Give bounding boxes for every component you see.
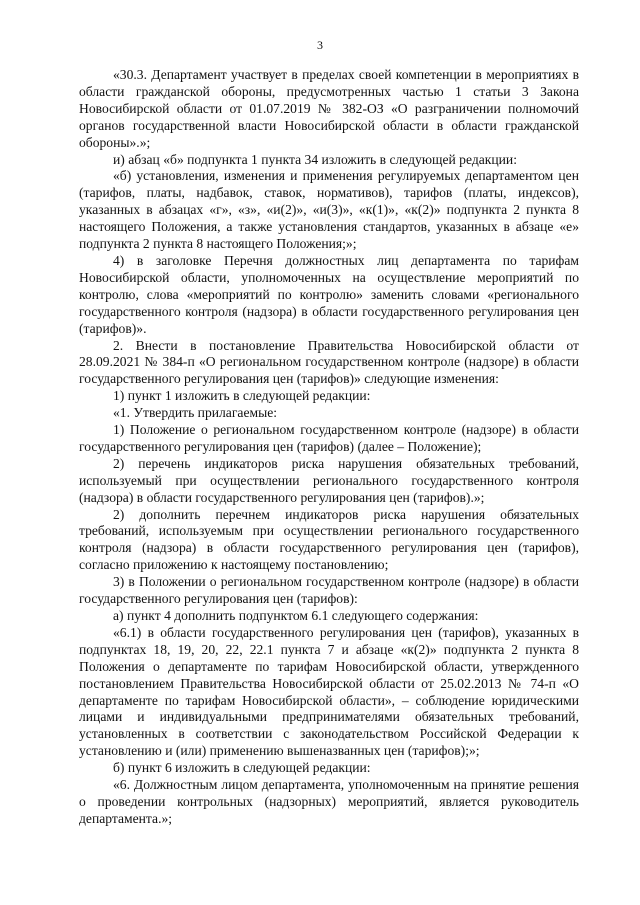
paragraph-item-a: а) пункт 4 дополнить подпунктом 6.1 следующего содержания: (113, 608, 479, 623)
document-body (79, 67, 579, 828)
paragraph-item-i: и) абзац «б» подпункта 1 пункта 34 изложить в следующей редакции: (113, 151, 517, 167)
paragraph-30-3: «30.3. Департамент участвует в пределах своей компетенции в мероприятиях в области гражданской обороны, предусмотренных частью 1 статьи 3 Закона Новосибирской области от 01.07.2019 № 382-ОЗ «О разграничении полномочий органов государственной власти Новосибирской области в области гражданской обороны».»; (79, 67, 579, 150)
paragraph-item-1: 1) пункт 1 изложить в следующей редакции: (113, 388, 371, 404)
paragraph-approve: «1. Утвердить прилагаемые: (113, 405, 278, 421)
paragraph-item-6: «6. Должностным лицом департамента, уполномоченным на принятие решения о проведении контрольных (надзорных) мероприятий, является руководитель департамента.»; (79, 777, 579, 826)
paragraph-section-2: 2. Внести в постановление Правительства Новосибирской области от 28.09.2021 № 384-п «О региональном государственном контроле (надзоре) в области государственного регулирования цен (тарифов)» следующие изменения: (79, 337, 579, 387)
paragraph-item-2: 2) дополнить перечнем индикаторов риска нарушения обязательных требований, используемым при осуществлении регионального государственного контроля (надзора) в области государственного регулирования цен (тарифов), согласно приложению к настоящему постановлению; (79, 506, 579, 573)
paragraph-item-3: 3) в Положении о региональном государственном контроле (надзоре) в области государственного регулирования цен (тарифов): (79, 574, 579, 607)
paragraph-item-b: б) пункт 6 изложить в следующей редакции: (113, 760, 371, 776)
paragraph-item-4: 4) в заголовке Перечня должностных лиц департамента по тарифам Новосибирской области, уполномоченных на осуществление мероприятий по контролю, слова «мероприятий по контролю» заменить словами «регионального государственного контроля (надзора) в области государственного регулирования цен (тарифов)». (79, 252, 579, 336)
paragraph-item-6-1: «6.1) в области государственного регулирования цен (тарифов), указанных в подпунктах 18, 19, 20, 22, 22.1 пункта 7 и абзаце «к(2)» подпункта 2 пункта 8 Положения о департаменте по тарифам Новосибирской области, утвержденного постановлением Правительства Новосибирской области от 25.02.2013 № 74-п «О департаменте по тарифам Новосибирской области», – соблюдение юридическими лицами и индивидуальными предпринимателями обязательных требований, установленных в соответствии с законодательством Российской Федерации к установлению и (или) применению вышеназванных цен (тарифов);»; (79, 624, 579, 759)
page-number: 3 (317, 38, 323, 52)
paragraph-approve-1: 1) Положение о региональном государственном контроле (надзоре) в области государственного регулирования цен (тарифов) (далее – Положение); (79, 422, 579, 454)
paragraph-item-b-text: «б) установления, изменения и применения регулируемых департаментом цен (тарифов, платы, надбавок, ставок, нормативов), тарифов (платы, индексов), указанных в абзацах «г», «з», «и(2)», «и(3)», «к(1)», «к(2)» подпункта 2 пункта 8 настоящего Положения, а также установления стандартов, указанных в абзаце «е» подпункта 2 пункта 8 настоящего Положения;»; (79, 168, 579, 252)
paragraph-approve-2: 2) перечень индикаторов риска нарушения обязательных требований, используемый при осуществлении регионального государственного контроля (надзора) в области государственного регулирования цен (тарифов).»; (79, 455, 579, 505)
